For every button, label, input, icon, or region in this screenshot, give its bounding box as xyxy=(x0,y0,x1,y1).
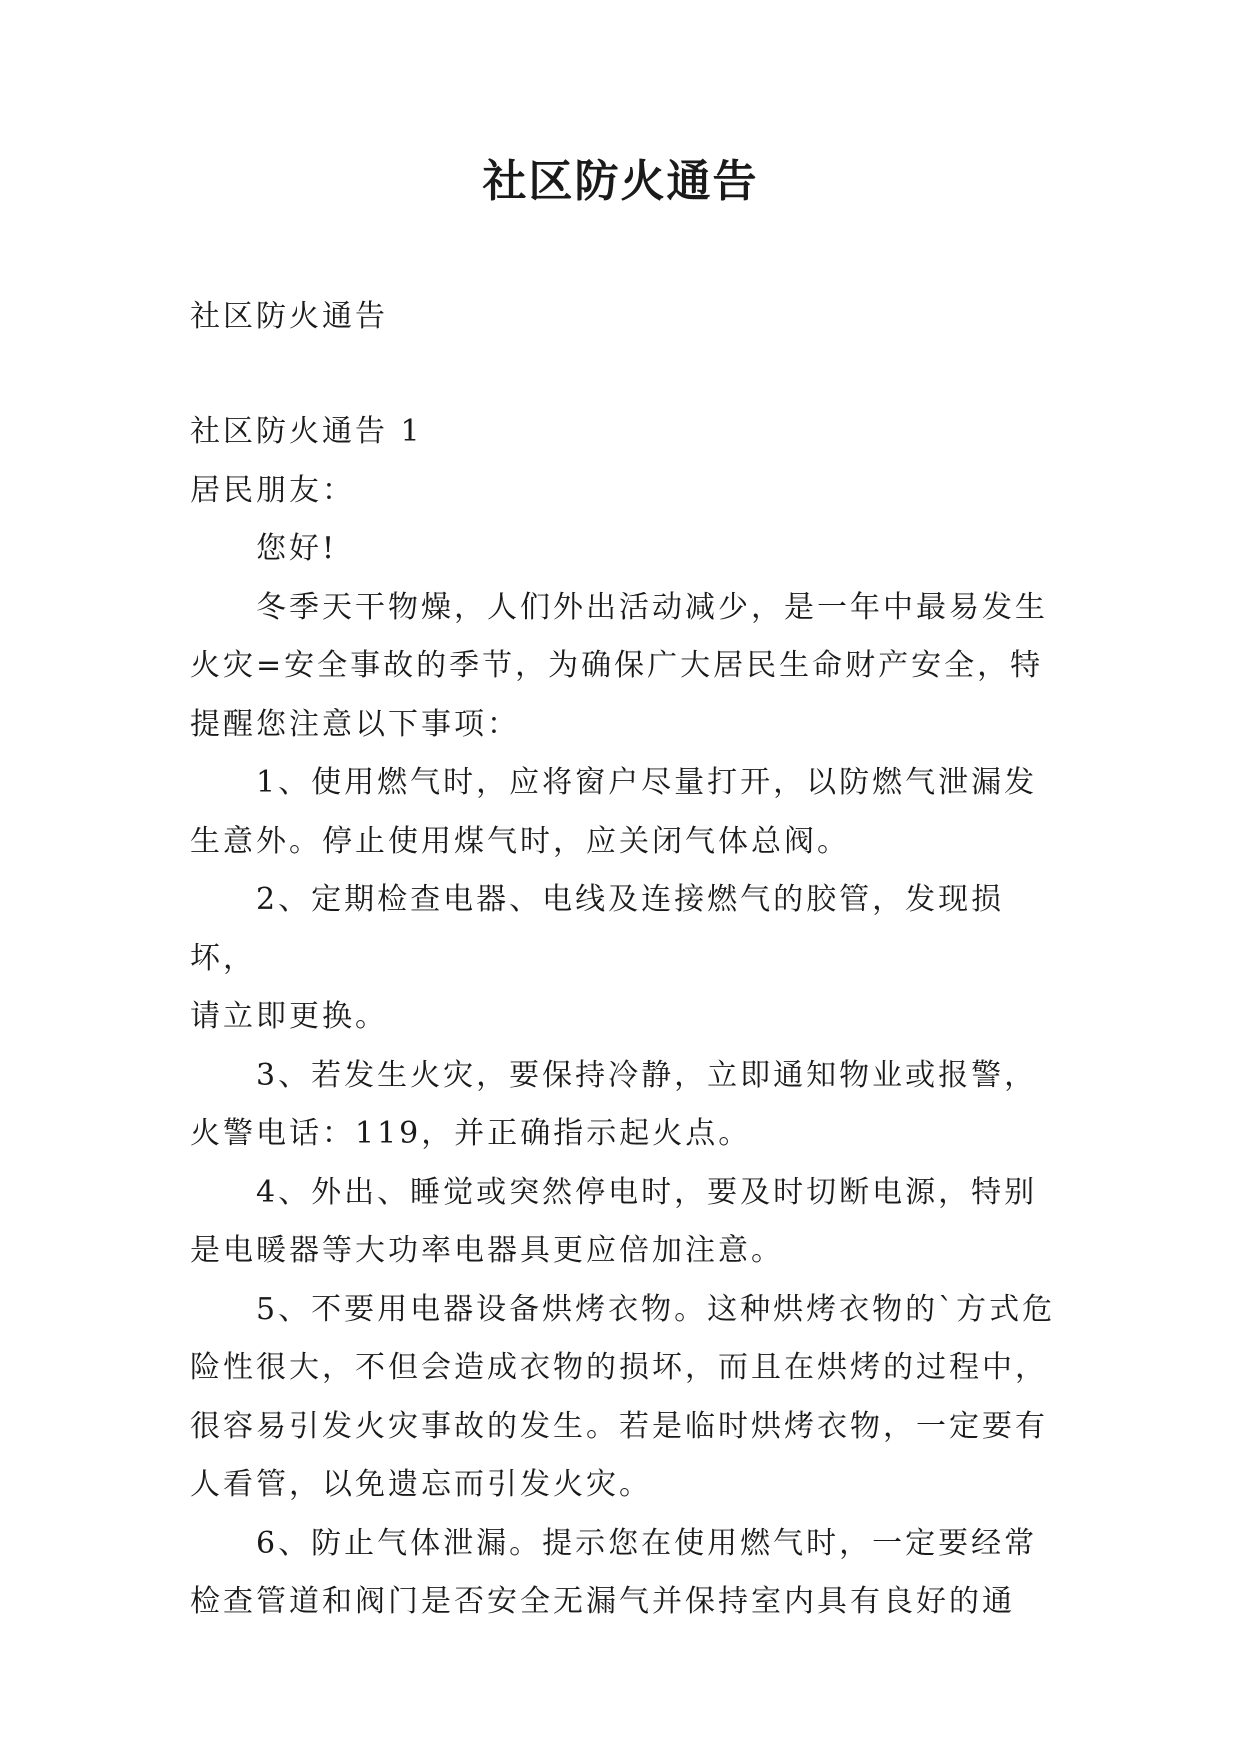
item-1-line: 生意外。停止使用煤气时，应关闭气体总阀。 xyxy=(190,823,850,859)
body-line: 冬季天干物燥，人们外出活动减少，是一年中最易发生 xyxy=(256,589,1048,625)
greeting: 您好! xyxy=(256,531,338,566)
item-5-line: 险性很大，不但会造成衣物的损坏，而且在烘烤的过程中， xyxy=(190,1350,1048,1385)
item-5-line: 人看管，以免遗忘而引发火灾。 xyxy=(190,1467,652,1502)
item-2-line: 2、定期检查电器、电线及连接燃气的胶管，发现损坏， xyxy=(190,882,1005,976)
body-line: 提醒您注意以下事项： xyxy=(190,706,520,742)
item-4-line: 4、外出、睡觉或突然停电时，要及时切断电源，特别 xyxy=(256,1174,1038,1210)
item-6-line: 6、防止气体泄漏。提示您在使用燃气时，一定要经常 xyxy=(256,1525,1038,1561)
document-subtitle: 社区防火通告 xyxy=(190,299,388,334)
item-6-line: 检查管道和阀门是否安全无漏气并保持室内具有良好的通 xyxy=(190,1584,1015,1619)
item-2-line: 请立即更换。 xyxy=(190,999,388,1034)
item-5-line: 很容易引发火灾事故的发生。若是临时烘烤衣物，一定要有 xyxy=(190,1408,1048,1444)
section-title: 社区防火通告 1 xyxy=(190,414,423,449)
salutation: 居民朋友： xyxy=(190,472,355,508)
item-3-line: 火警电话：119，并正确指示起火点。 xyxy=(190,1116,752,1151)
body-line: 火灾=安全事故的季节，为确保广大居民生命财产安全，特 xyxy=(190,648,1044,683)
item-1-line: 1、使用燃气时，应将窗户尽量打开，以防燃气泄漏发 xyxy=(256,765,1038,800)
document-title: 社区防火通告 xyxy=(482,156,759,207)
document-body xyxy=(190,403,1070,1632)
item-4-line: 是电暖器等大功率电器具更应倍加注意。 xyxy=(190,1233,784,1268)
item-3-line: 3、若发生火灾，要保持冷静，立即通知物业或报警， xyxy=(256,1057,1038,1093)
item-5-line: 5、不要用电器设备烘烤衣物。这种烘烤衣物的`方式危 xyxy=(256,1291,1056,1327)
